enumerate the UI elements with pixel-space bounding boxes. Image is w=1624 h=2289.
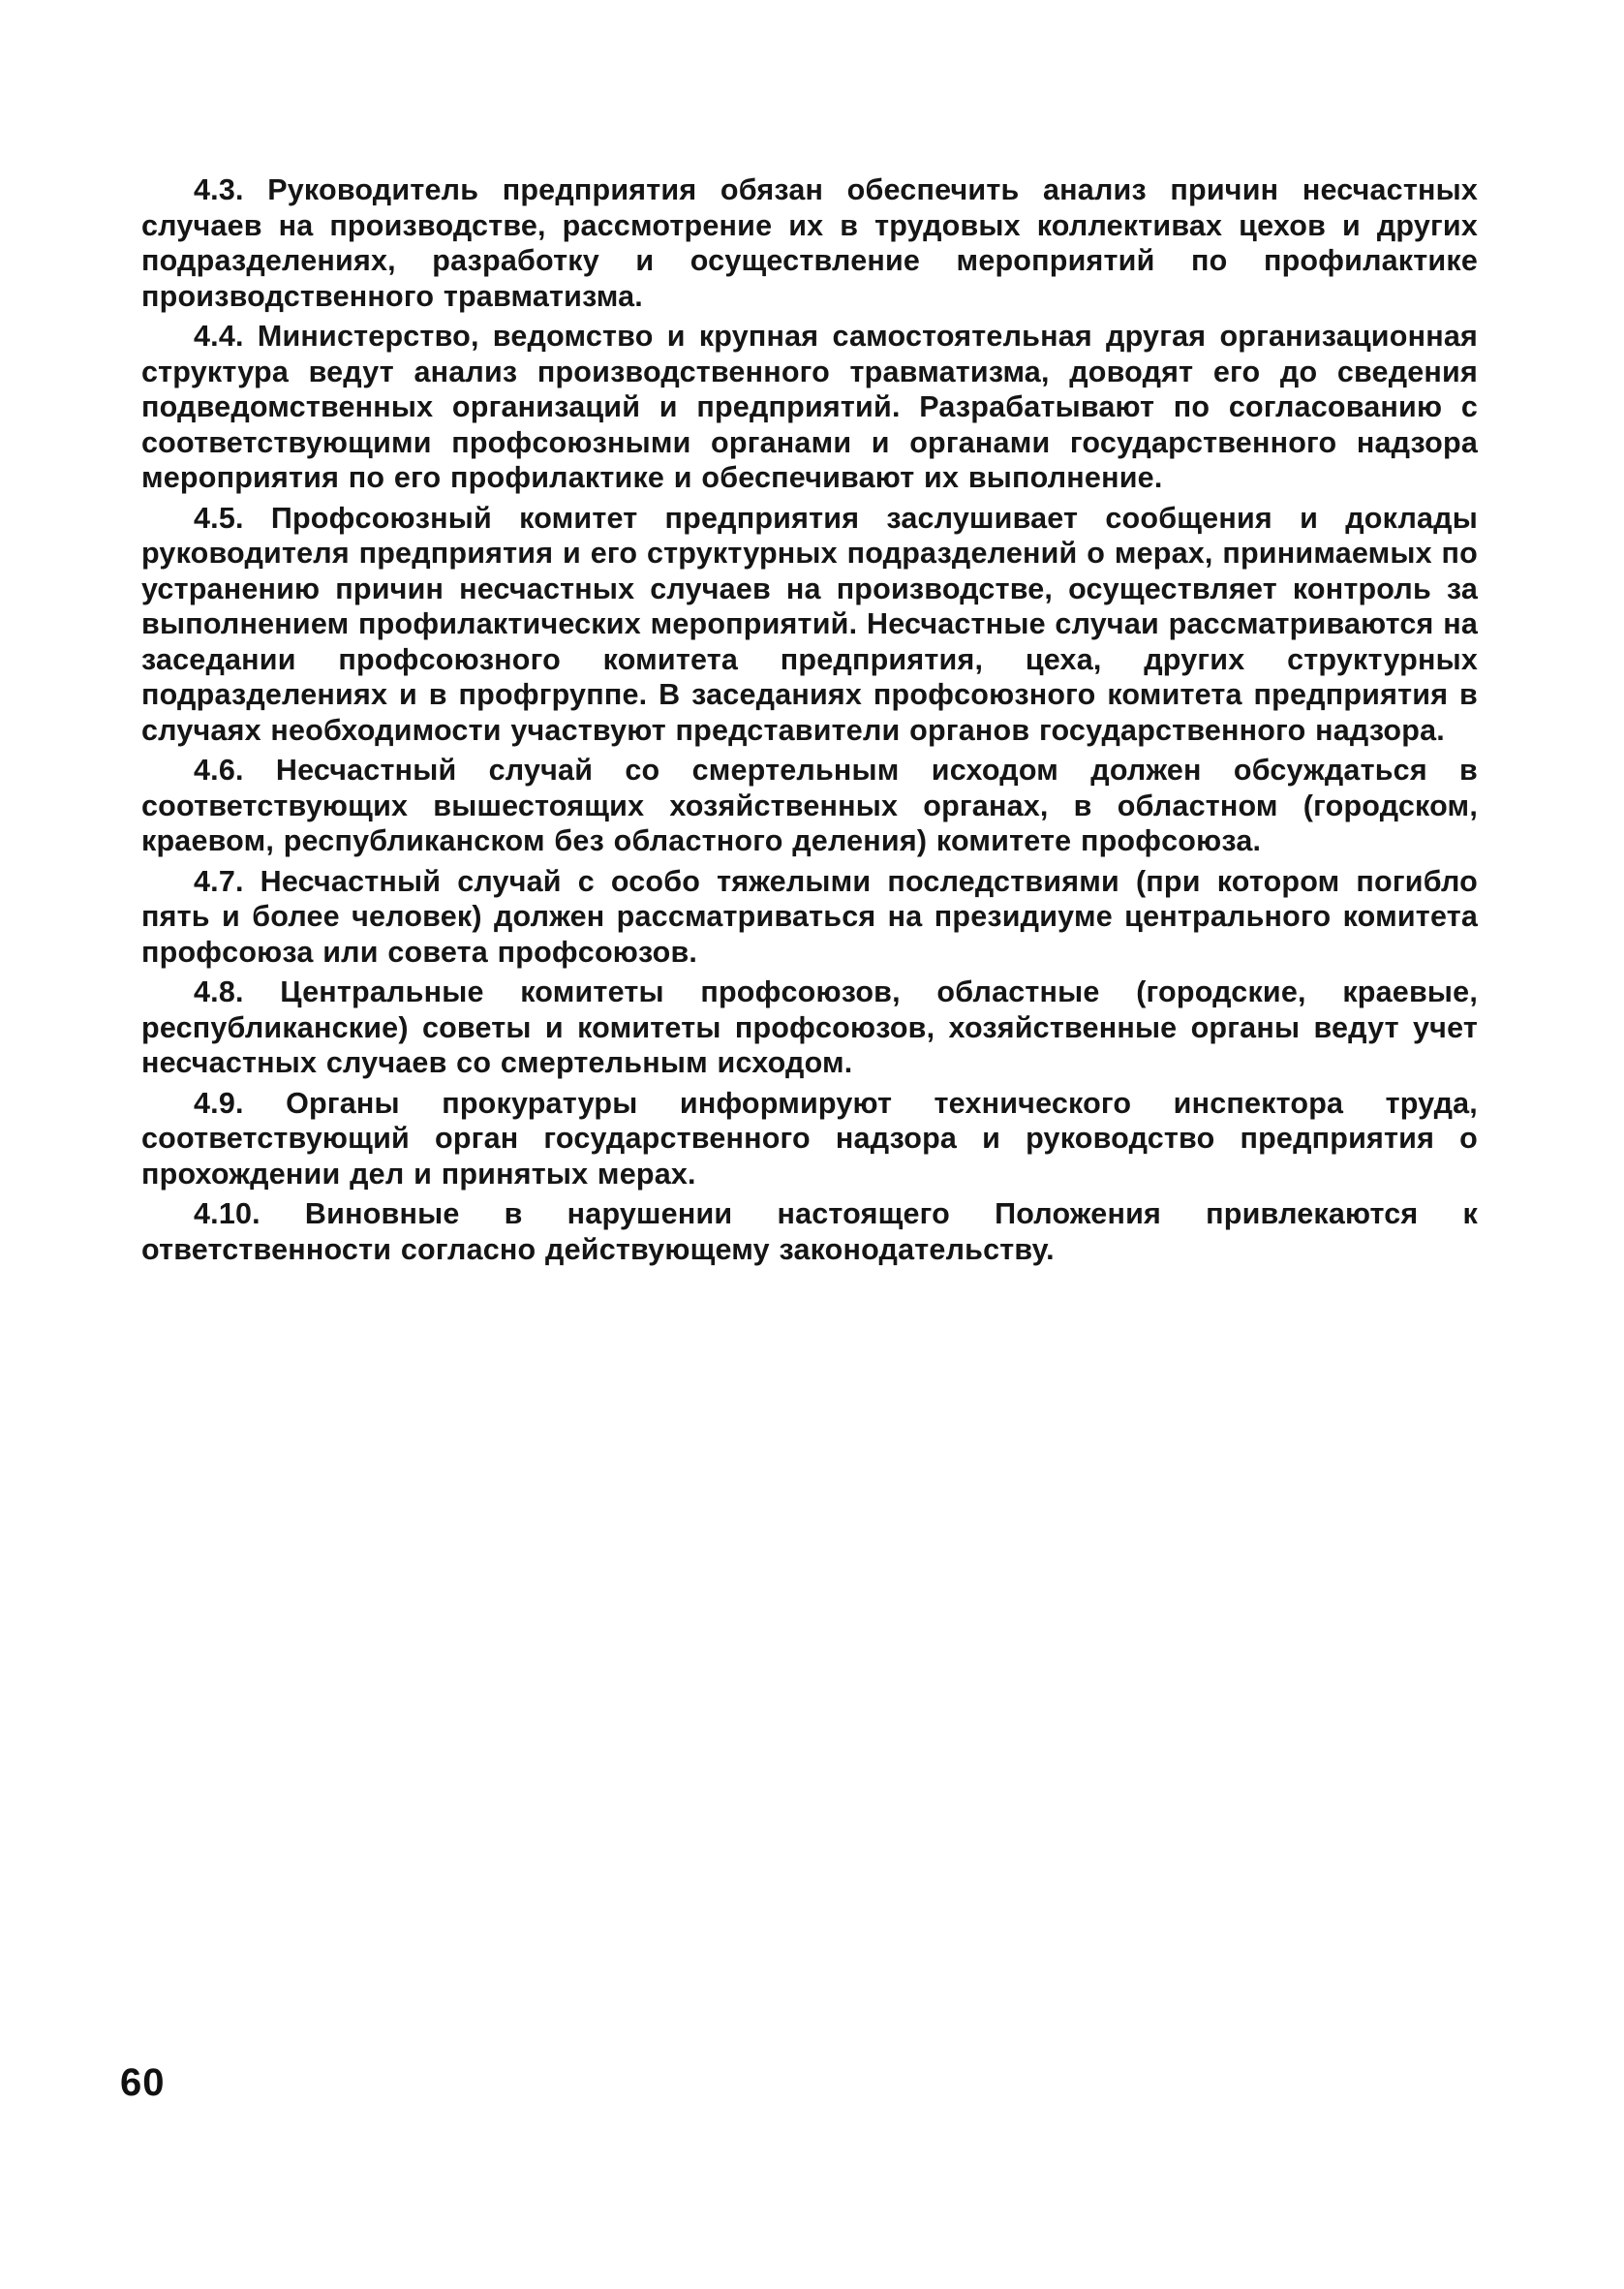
document-body	[141, 172, 1478, 1272]
paragraph-4-3: 4.3. Руководитель предприятия обязан обеспечить анализ причин несчастных случаев на производстве, рассмотрение их в трудовых коллективах цехов и других подразделениях, разработку и осуществление мероприятий по профилактике производственного травматизма.	[141, 173, 1478, 313]
page-number: 60	[120, 2061, 166, 2104]
paragraph-4-7: 4.7. Несчастный случай с особо тяжелыми последствиями (при котором погибло пять и более человек) должен рассматриваться на президиуме центрального комитета профсоюза или совета профсоюзов.	[141, 864, 1478, 969]
paragraph-4-5: 4.5. Профсоюзный комитет предприятия заслушивает сообщения и доклады руководителя предприятия и его структурных подразделений о мерах, принимаемых по устранению причин несчастных случаев на производстве, осуществляет контроль за выполнением профилактических мероприятий. Несчастные случаи рассматриваются на заседании профсоюзного комитета предприятия, цеха, других структурных подразделениях и в профгруппе. В заседаниях профсоюзного комитета предприятия в случаях необходимости участвуют представители органов государственного надзора.	[141, 501, 1478, 747]
paragraph-4-4: 4.4. Министерство, ведомство и крупная самостоятельная другая организационная структура ведут анализ производственного травматизма, доводят его до сведения подведомственных организаций и предприятий. Разрабатывают по согласованию с соответствующими профсоюзными органами и органами государственного надзора мероприятия по его профилактике и обеспечивают их выполнение.	[141, 320, 1478, 494]
paragraph-4-6: 4.6. Несчастный случай со смертельным исходом должен обсуждаться в соответствующих вышестоящих хозяйственных органах, в областном (городском, краевом, республиканском без областного деления) комитете профсоюза.	[141, 754, 1478, 857]
paragraph-4-10: 4.10. Виновные в нарушении настоящего Положения привлекаются к ответственности согласно действующему законодательству.	[141, 1197, 1478, 1266]
paragraph-4-9: 4.9. Органы прокуратуры информируют технического инспектора труда, соответствующий орган государственного надзора и руководство предприятия о прохождении дел и принятых мерах.	[141, 1086, 1478, 1191]
paragraph-4-8: 4.8. Центральные комитеты профсоюзов, областные (городские, краевые, республиканские) советы и комитеты профсоюзов, хозяйственные органы ведут учет несчастных случаев со смертельным исходом.	[141, 975, 1478, 1079]
